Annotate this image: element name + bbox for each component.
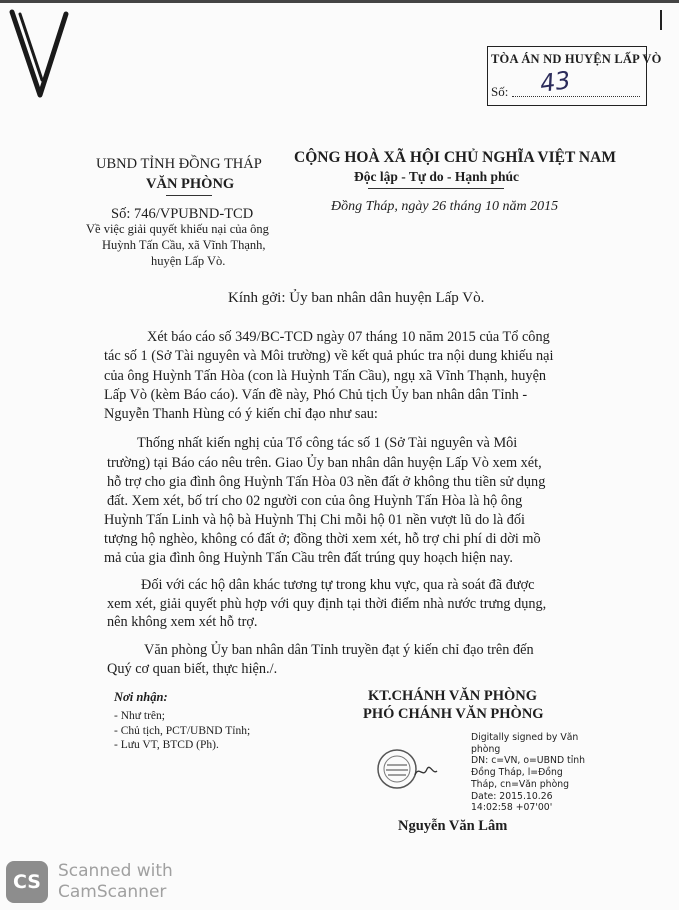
body-line: Nguyễn Thanh Hùng có ý kiến chỉ đạo như sau: [104,406,378,422]
body-line: Quý cơ quan biết, thực hiện./. [107,661,278,677]
digital-signature-line: Date: 2015.10.26 [471,790,553,802]
official-seal [375,745,441,791]
place-and-date: Đồng Tháp, ngày 26 tháng 10 năm 2015 [331,199,559,214]
digital-signature-line: Đồng Tháp, l=Đồng [471,767,563,779]
recipient-item: - Chủ tịch, PCT/UBND Tỉnh; [114,725,251,737]
pen-checkmark [0,0,80,110]
body-line: tượng hộ nghèo, không có đất ở; đồng thời xem xét, hỗ trợ chi phí di dời mồ [104,531,541,547]
signer-title: PHÓ CHÁNH VĂN PHÒNG [363,706,544,722]
body-line: của ông Huỳnh Tấn Hòa (con là Huỳnh Tấn Cầu), ngụ xã Vĩnh Thạnh, huyện [104,368,547,384]
issuing-office: VĂN PHÒNG [146,176,235,192]
issuing-agency: UBND TỈNH ĐỒNG THÁP [96,156,262,172]
signer-title: KT.CHÁNH VĂN PHÒNG [368,688,538,704]
scan-edge [0,0,679,3]
body-line: Xét báo cáo số 349/BC-TCD ngày 07 tháng 10 năm 2015 của Tổ công [147,329,550,345]
motto-underline [368,188,504,189]
addressee-line: Kính gởi: Ủy ban nhân dân huyện Lấp Vò. [228,290,485,306]
digital-signature-line: Tháp, cn=Văn phòng [471,778,570,790]
subject-line: huyện Lấp Vò. [151,254,226,268]
national-motto: Độc lập - Tự do - Hạnh phúc [354,169,520,184]
stamp-number-label: Số: [491,84,509,99]
signer-name: Nguyễn Văn Lâm [398,818,508,834]
body-line: Lấp Vò (kèm Báo cáo). Vấn đề này, Phó Chủ tịch Ủy ban nhân dân Tỉnh - [104,387,528,403]
stamp-number-handwritten: 43 [538,66,573,98]
camscanner-logo-icon: CS [6,861,48,903]
office-underline [166,195,212,196]
watermark-line: Scanned with [58,861,173,881]
digital-signature-line: DN: c=VN, o=UBND tỉnh [471,755,586,767]
body-line: Văn phòng Ủy ban nhân dân Tỉnh truyền đạt ý kiến chỉ đạo trên đến [144,642,534,658]
document-number: Số: 746/VPUBND-TCD [111,206,254,222]
recipients-heading: Nơi nhận: [114,690,168,704]
national-title: CỘNG HOÀ XÃ HỘI CHỦ NGHĨA VIỆT NAM [294,149,616,166]
stamp-number-line [512,96,640,97]
watermark-line: CamScanner [58,882,167,902]
body-line: tác số 1 (Sở Tài nguyên và Môi trường) về kết quả phúc tra nội dung khiếu nại [104,348,554,364]
body-line: Đối với các hộ dân khác tương tự trong khu vực, qua rà soát đã được [141,577,535,593]
digital-signature-line: Digitally signed by Văn [471,732,579,743]
body-line: Thống nhất kiến nghị của Tổ công tác số 1 (Sở Tài nguyên và Môi [137,435,518,451]
body-line: xem xét, giải quyết phù hợp với quy định tại thời điểm nhà nước trưng dụng, [107,596,547,612]
subject-line: Huỳnh Tấn Cầu, xã Vĩnh Thạnh, [102,238,266,252]
body-line: đất. Xem xét, bố trí cho 02 người con của ông Huỳnh Tấn Hòa là hộ ông [107,493,523,509]
body-line: Huỳnh Tấn Linh và hộ bà Huỳnh Thị Chi mỗi hộ 01 nền vượt lũ do là đối [104,512,526,528]
subject-line: Về việc giải quyết khiếu nại của ông [86,222,269,236]
recipient-item: - Như trên; [114,710,165,722]
body-line: mả của gia đình ông Huỳnh Tấn Cầu trên đất trúng quy hoạch hiện nay. [104,550,513,566]
digital-signature-line: 14:02:58 +07'00' [471,802,553,814]
digital-signature-line: phòng [471,743,501,755]
court-name: TÒA ÁN ND HUYỆN LẤP VÒ [491,52,662,66]
body-line: hỗ trợ cho gia đình ông Huỳnh Tấn Hòa 03 nền đất ở không thu tiền sử dụng [107,474,546,490]
margin-mark [655,8,667,32]
body-line: trường) tại Báo cáo nêu trên. Giao Ủy ban nhân dân huyện Lấp Vò xem xét, [107,455,542,471]
recipient-item: - Lưu VT, BTCD (Ph). [114,739,219,751]
digital-signature-info [471,732,585,814]
body-line: nên không xem xét hỗ trợ. [107,614,258,630]
